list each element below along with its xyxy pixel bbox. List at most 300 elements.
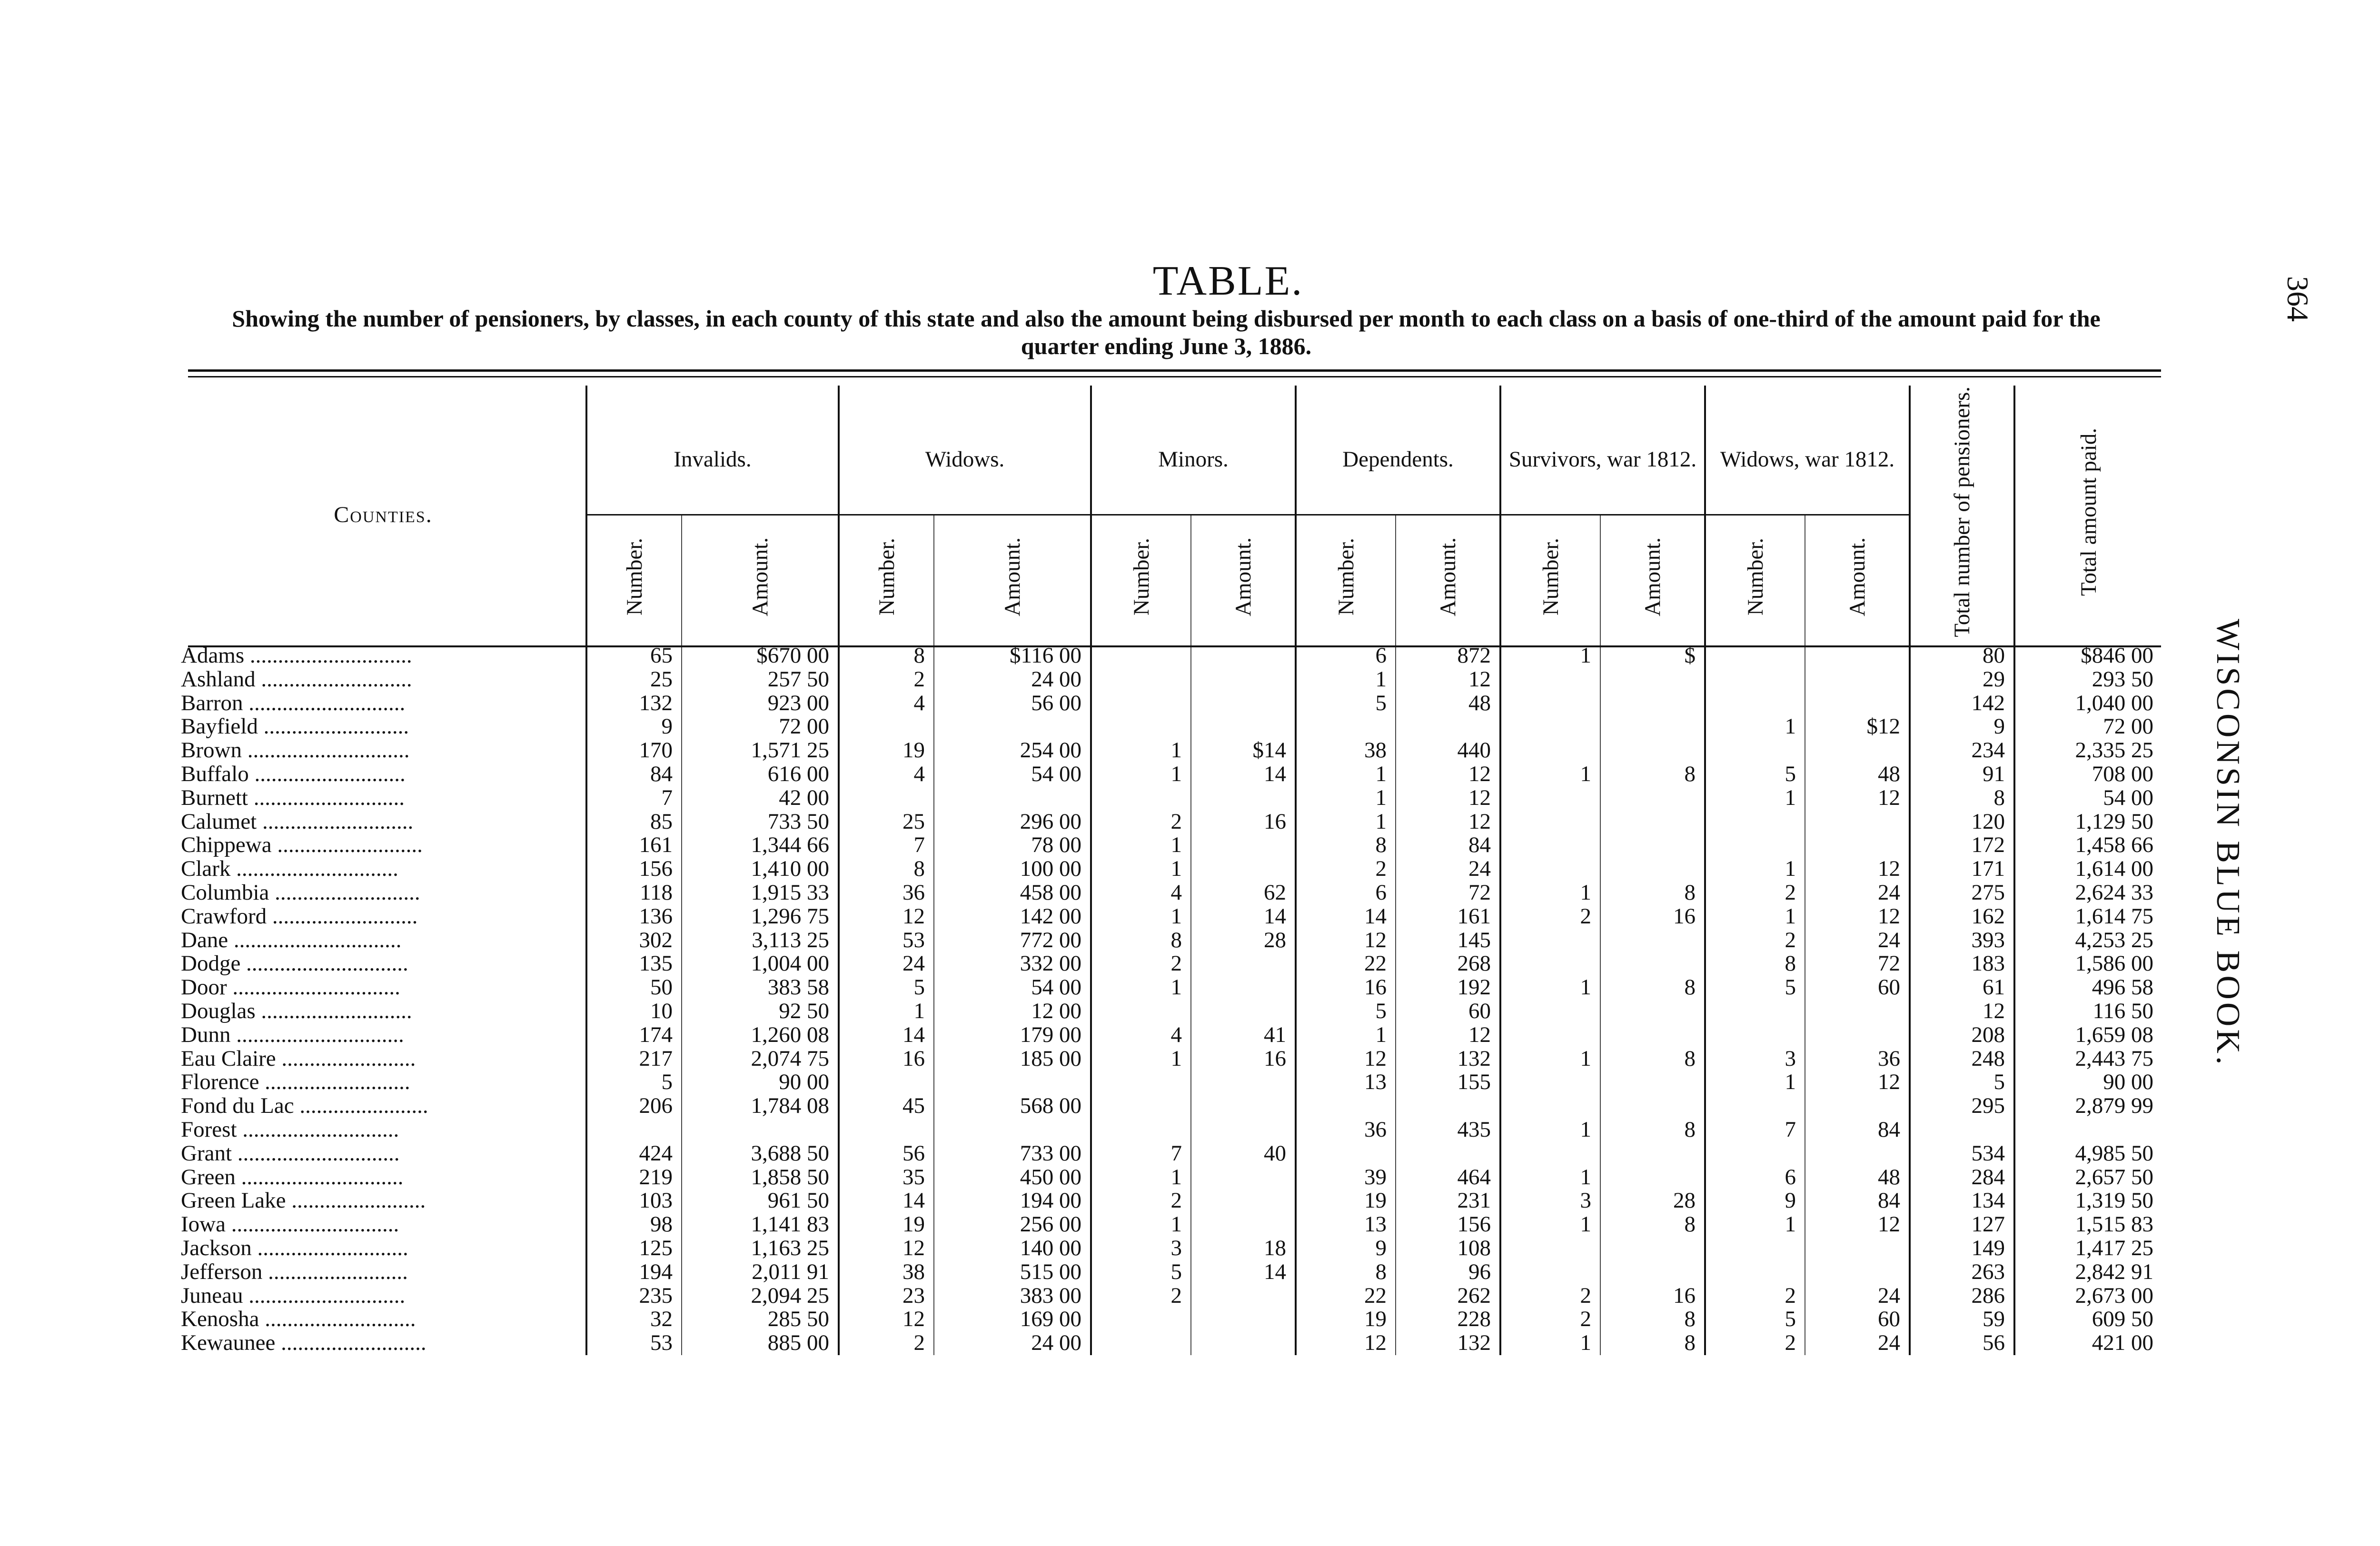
number-cell: 61 xyxy=(1910,976,2014,1000)
amount-cell: 24 00 xyxy=(934,1331,1091,1355)
top-double-rule-inner xyxy=(188,376,2161,377)
number-cell: 263 xyxy=(1910,1260,2014,1284)
number-cell: 16 xyxy=(1296,976,1396,1000)
amount-cell xyxy=(1805,1237,1910,1260)
number-cell: 2 xyxy=(839,1331,934,1355)
number-cell: 219 xyxy=(586,1166,682,1189)
number-cell xyxy=(1091,668,1191,692)
amount-cell: 92 50 xyxy=(682,1000,839,1023)
amount-cell: 156 xyxy=(1396,1213,1500,1237)
amount-cell: 192 xyxy=(1396,976,1500,1000)
number-cell: 135 xyxy=(586,952,682,976)
number-cell: 1 xyxy=(1091,739,1191,763)
county-name: Clark ............................. xyxy=(181,856,398,882)
amount-cell xyxy=(1191,1166,1296,1189)
amount-cell: $ xyxy=(1600,644,1705,668)
amount-cell: 8 xyxy=(1600,881,1705,905)
number-cell: 161 xyxy=(586,833,682,857)
total-amount-header: Total amount paid. xyxy=(2014,386,2162,644)
amount-cell: $12 xyxy=(1805,715,1910,739)
amount-cell: 2,335 25 xyxy=(2014,739,2162,763)
county-name: Adams ............................. xyxy=(181,643,412,668)
number-cell xyxy=(1500,810,1600,834)
amount-cell: 14 xyxy=(1191,763,1296,786)
number-cell xyxy=(1500,952,1600,976)
number-cell: 12 xyxy=(1910,1000,2014,1023)
number-cell: 1 xyxy=(1500,1166,1600,1189)
amount-cell: $846 00 xyxy=(2014,644,2162,668)
amount-cell: 8 xyxy=(1600,1331,1705,1355)
number-cell: 80 xyxy=(1910,644,2014,668)
amount-cell xyxy=(934,715,1091,739)
number-cell: 302 xyxy=(586,929,682,952)
table-row xyxy=(181,644,2162,668)
number-cell: 2 xyxy=(1091,1284,1191,1308)
amount-cell: 2,074 75 xyxy=(682,1047,839,1071)
number-cell xyxy=(1500,1260,1600,1284)
amount-cell: 609 50 xyxy=(2014,1308,2162,1331)
amount-cell xyxy=(1600,1166,1705,1189)
amount-cell: 84 xyxy=(1805,1118,1910,1142)
col-header-number: Number. xyxy=(839,515,934,644)
table-row xyxy=(181,786,2162,810)
amount-cell: 54 00 xyxy=(934,976,1091,1000)
amount-cell xyxy=(1191,952,1296,976)
number-cell: 1 xyxy=(1296,786,1396,810)
county-name: Forest ............................ xyxy=(181,1117,399,1142)
amount-cell: 72 xyxy=(1805,952,1910,976)
amount-cell: 496 58 xyxy=(2014,976,2162,1000)
county-name: Fond du Lac ....................... xyxy=(181,1093,428,1119)
amount-cell: 8 xyxy=(1600,1047,1705,1071)
table-row xyxy=(181,905,2162,929)
county-name: Calumet ........................... xyxy=(181,809,414,834)
amount-cell xyxy=(1396,715,1500,739)
amount-cell xyxy=(1191,976,1296,1000)
amount-cell: 8 xyxy=(1600,976,1705,1000)
amount-cell: 1,141 83 xyxy=(682,1213,839,1237)
amount-cell xyxy=(682,1118,839,1142)
county-name: Iowa .............................. xyxy=(181,1212,399,1237)
amount-cell: 923 00 xyxy=(682,692,839,715)
amount-cell: 8 xyxy=(1600,763,1705,786)
number-cell: 14 xyxy=(839,1023,934,1047)
number-cell: 13 xyxy=(1296,1213,1396,1237)
number-cell: 38 xyxy=(839,1260,934,1284)
amount-cell: 2,011 91 xyxy=(682,1260,839,1284)
number-cell: 1 xyxy=(1500,1213,1600,1237)
amount-cell xyxy=(1600,739,1705,763)
amount-cell: 24 00 xyxy=(934,668,1091,692)
amount-cell: 1,004 00 xyxy=(682,952,839,976)
number-cell: 8 xyxy=(1705,952,1805,976)
table-row xyxy=(181,739,2162,763)
col-header-amount: Amount. xyxy=(1600,515,1705,644)
amount-cell: 2,673 00 xyxy=(2014,1284,2162,1308)
number-cell xyxy=(586,1118,682,1142)
amount-cell xyxy=(1805,1260,1910,1284)
running-head: WISCONSIN BLUE BOOK. xyxy=(2210,619,2246,1068)
number-cell: 9 xyxy=(1910,715,2014,739)
amount-cell xyxy=(1600,1237,1705,1260)
number-cell: 183 xyxy=(1910,952,2014,976)
amount-cell xyxy=(1805,1023,1910,1047)
table-row xyxy=(181,810,2162,834)
number-cell: 56 xyxy=(1910,1331,2014,1355)
table-caption: Showing the number of pensioners, by classes, in each county of this state and also the amount being disbursed per month to each class on a basis of one-third of the amount paid for the quarter ending June 3, 1886. xyxy=(232,305,2101,359)
number-cell: 19 xyxy=(839,1213,934,1237)
amount-cell: 268 xyxy=(1396,952,1500,976)
number-cell: 23 xyxy=(839,1284,934,1308)
number-cell: 24 xyxy=(839,952,934,976)
county-name: Green ............................. xyxy=(181,1164,404,1189)
number-cell xyxy=(1705,1094,1805,1118)
amount-cell: 772 00 xyxy=(934,929,1091,952)
number-cell: 172 xyxy=(1910,833,2014,857)
number-cell: 2 xyxy=(1091,952,1191,976)
number-cell: 134 xyxy=(1910,1189,2014,1213)
amount-cell: 2,657 50 xyxy=(2014,1166,2162,1189)
number-cell: 7 xyxy=(1091,1142,1191,1166)
amount-cell xyxy=(1600,1023,1705,1047)
number-cell xyxy=(1091,1070,1191,1094)
number-cell xyxy=(1500,833,1600,857)
number-cell: 1 xyxy=(1091,833,1191,857)
number-cell: 8 xyxy=(1910,786,2014,810)
amount-cell: 12 xyxy=(1805,905,1910,929)
amount-cell xyxy=(1191,692,1296,715)
number-cell: 19 xyxy=(1296,1189,1396,1213)
number-cell: 1 xyxy=(1500,644,1600,668)
number-cell: 1 xyxy=(1500,976,1600,1000)
amount-cell: 8 xyxy=(1600,1118,1705,1142)
amount-cell xyxy=(1600,692,1705,715)
amount-cell: 96 xyxy=(1396,1260,1500,1284)
amount-cell: 16 xyxy=(1600,1284,1705,1308)
amount-cell: 450 00 xyxy=(934,1166,1091,1189)
table-row xyxy=(181,692,2162,715)
amount-cell: 1,129 50 xyxy=(2014,810,2162,834)
amount-cell xyxy=(1805,692,1910,715)
amount-cell xyxy=(1396,1142,1500,1166)
number-cell: 132 xyxy=(586,692,682,715)
number-cell: 2 xyxy=(1091,1189,1191,1213)
amount-cell: 18 xyxy=(1191,1237,1296,1260)
number-cell xyxy=(1500,1142,1600,1166)
table-row xyxy=(181,1000,2162,1023)
number-cell: 5 xyxy=(586,1070,682,1094)
amount-cell: $670 00 xyxy=(682,644,839,668)
amount-cell: 16 xyxy=(1600,905,1705,929)
amount-cell: 42 00 xyxy=(682,786,839,810)
amount-cell: 179 00 xyxy=(934,1023,1091,1047)
amount-cell: 72 xyxy=(1396,881,1500,905)
county-name: Burnett ........................... xyxy=(181,785,405,810)
amount-cell: 1,296 75 xyxy=(682,905,839,929)
amount-cell: 293 50 xyxy=(2014,668,2162,692)
amount-cell: 60 xyxy=(1396,1000,1500,1023)
number-cell: 9 xyxy=(1296,1237,1396,1260)
amount-cell: 100 00 xyxy=(934,857,1091,881)
amount-cell: 383 00 xyxy=(934,1284,1091,1308)
table-row xyxy=(181,1237,2162,1260)
number-cell xyxy=(1091,1118,1191,1142)
amount-cell: $14 xyxy=(1191,739,1296,763)
number-cell: 174 xyxy=(586,1023,682,1047)
number-cell: 38 xyxy=(1296,739,1396,763)
amount-cell xyxy=(1600,1070,1705,1094)
county-name: Florence .......................... xyxy=(181,1070,410,1095)
amount-cell: 1,410 00 xyxy=(682,857,839,881)
amount-cell: 14 xyxy=(1191,905,1296,929)
number-cell: 2 xyxy=(1500,1308,1600,1331)
table-row xyxy=(181,1308,2162,1331)
number-cell: 12 xyxy=(1296,929,1396,952)
number-cell: 2 xyxy=(1500,905,1600,929)
table-row xyxy=(181,929,2162,952)
amount-cell: 3,113 25 xyxy=(682,929,839,952)
number-cell: 103 xyxy=(586,1189,682,1213)
amount-cell xyxy=(1600,786,1705,810)
page-number: 364 xyxy=(2281,276,2315,322)
number-cell xyxy=(1500,739,1600,763)
number-cell: 5 xyxy=(1705,763,1805,786)
amount-cell xyxy=(1600,952,1705,976)
amount-cell: 2,879 99 xyxy=(2014,1094,2162,1118)
number-cell: 275 xyxy=(1910,881,2014,905)
number-cell xyxy=(1705,668,1805,692)
amount-cell: 24 xyxy=(1805,1284,1910,1308)
number-cell: 136 xyxy=(586,905,682,929)
number-cell xyxy=(1091,715,1191,739)
number-cell: 12 xyxy=(1296,1047,1396,1071)
number-cell: 234 xyxy=(1910,739,2014,763)
amount-cell xyxy=(2014,1118,2162,1142)
number-cell: 4 xyxy=(839,692,934,715)
number-cell: 1 xyxy=(1705,857,1805,881)
number-cell: 1 xyxy=(1296,810,1396,834)
number-cell: 56 xyxy=(839,1142,934,1166)
number-cell: 393 xyxy=(1910,929,2014,952)
number-cell: 6 xyxy=(1296,881,1396,905)
county-name: Dane .............................. xyxy=(181,927,402,952)
number-cell: 156 xyxy=(586,857,682,881)
amount-cell: 140 00 xyxy=(934,1237,1091,1260)
amount-cell xyxy=(1600,810,1705,834)
number-cell: 14 xyxy=(1296,905,1396,929)
number-cell: 149 xyxy=(1910,1237,2014,1260)
county-name: Dunn .............................. xyxy=(181,1022,404,1047)
number-cell xyxy=(1500,786,1600,810)
col-header-amount: Amount. xyxy=(934,515,1091,644)
number-cell: 9 xyxy=(586,715,682,739)
number-cell: 1 xyxy=(1500,881,1600,905)
table-row xyxy=(181,881,2162,905)
number-cell xyxy=(839,786,934,810)
amount-cell: 1,915 33 xyxy=(682,881,839,905)
number-cell xyxy=(1091,1331,1191,1355)
number-cell: 2 xyxy=(1500,1284,1600,1308)
number-cell: 12 xyxy=(839,1308,934,1331)
amount-cell: 435 xyxy=(1396,1118,1500,1142)
number-cell xyxy=(1296,1142,1396,1166)
number-cell: 3 xyxy=(1705,1047,1805,1071)
number-cell: 1 xyxy=(1500,763,1600,786)
amount-cell xyxy=(1191,1189,1296,1213)
number-cell xyxy=(1705,644,1805,668)
number-cell xyxy=(1500,1237,1600,1260)
table-row xyxy=(181,1284,2162,1308)
number-cell: 8 xyxy=(839,644,934,668)
amount-cell: 2,094 25 xyxy=(682,1284,839,1308)
number-cell: 194 xyxy=(586,1260,682,1284)
amount-cell xyxy=(1600,857,1705,881)
number-cell xyxy=(1091,644,1191,668)
amount-cell: 1,614 00 xyxy=(2014,857,2162,881)
county-name: Bayfield .......................... xyxy=(181,714,409,739)
county-name: Green Lake ........................ xyxy=(181,1188,426,1213)
number-cell: 248 xyxy=(1910,1047,2014,1071)
county-name: Grant ............................. xyxy=(181,1140,400,1166)
number-cell: 120 xyxy=(1910,810,2014,834)
number-cell: 53 xyxy=(586,1331,682,1355)
amount-cell: 1,571 25 xyxy=(682,739,839,763)
number-cell: 98 xyxy=(586,1213,682,1237)
amount-cell: 1,163 25 xyxy=(682,1237,839,1260)
number-cell xyxy=(1705,692,1805,715)
amount-cell: 961 50 xyxy=(682,1189,839,1213)
number-cell: 162 xyxy=(1910,905,2014,929)
amount-cell: 421 00 xyxy=(2014,1331,2162,1355)
amount-cell: 60 xyxy=(1805,976,1910,1000)
amount-cell: 1,417 25 xyxy=(2014,1237,2162,1260)
number-cell xyxy=(1500,857,1600,881)
number-cell xyxy=(1091,1308,1191,1331)
amount-cell: 132 xyxy=(1396,1331,1500,1355)
group-header-widows: Widows. xyxy=(839,386,1091,515)
number-cell xyxy=(1705,1142,1805,1166)
number-cell: 12 xyxy=(839,905,934,929)
number-cell: 2 xyxy=(1705,929,1805,952)
number-cell: 2 xyxy=(839,668,934,692)
amount-cell: 108 xyxy=(1396,1237,1500,1260)
amount-cell: 12 xyxy=(1396,668,1500,692)
amount-cell: 2,842 91 xyxy=(2014,1260,2162,1284)
group-header-dependents: Dependents. xyxy=(1296,386,1500,515)
number-cell: 118 xyxy=(586,881,682,905)
amount-cell: 262 xyxy=(1396,1284,1500,1308)
number-cell: 1 xyxy=(1705,905,1805,929)
amount-cell xyxy=(1600,929,1705,952)
amount-cell: 142 00 xyxy=(934,905,1091,929)
number-cell xyxy=(839,1070,934,1094)
amount-cell: 62 xyxy=(1191,881,1296,905)
number-cell: 4 xyxy=(1091,1023,1191,1047)
amount-cell: 257 50 xyxy=(682,668,839,692)
number-cell xyxy=(1500,1000,1600,1023)
col-header-number: Number. xyxy=(1705,515,1805,644)
amount-cell: 256 00 xyxy=(934,1213,1091,1237)
amount-cell xyxy=(1396,1094,1500,1118)
number-cell: 12 xyxy=(1296,1331,1396,1355)
table-row xyxy=(181,857,2162,881)
number-cell: 4 xyxy=(1091,881,1191,905)
number-cell xyxy=(1705,739,1805,763)
county-name: Juneau ............................ xyxy=(181,1283,406,1308)
number-cell: 217 xyxy=(586,1047,682,1071)
amount-cell xyxy=(1191,833,1296,857)
top-double-rule xyxy=(188,369,2161,372)
amount-cell: 56 00 xyxy=(934,692,1091,715)
amount-cell: 72 00 xyxy=(2014,715,2162,739)
number-cell: 19 xyxy=(1296,1308,1396,1331)
table-row xyxy=(181,1166,2162,1189)
counties-header: Counties. xyxy=(334,502,433,527)
number-cell: 1 xyxy=(1500,1118,1600,1142)
number-cell: 295 xyxy=(1910,1094,2014,1118)
number-cell: 22 xyxy=(1296,952,1396,976)
amount-cell: 14 xyxy=(1191,1260,1296,1284)
county-name: Chippewa .......................... xyxy=(181,832,423,858)
county-name: Jefferson ......................... xyxy=(181,1259,408,1284)
county-name: Kenosha ........................... xyxy=(181,1307,416,1332)
amount-cell xyxy=(1600,715,1705,739)
amount-cell: 12 xyxy=(1396,786,1500,810)
table-row xyxy=(181,715,2162,739)
amount-cell: 145 xyxy=(1396,929,1500,952)
county-name: Door .............................. xyxy=(181,975,400,1000)
amount-cell: 3,688 50 xyxy=(682,1142,839,1166)
number-cell: 1 xyxy=(1705,715,1805,739)
amount-cell: 48 xyxy=(1396,692,1500,715)
amount-cell: 161 xyxy=(1396,905,1500,929)
col-header-amount: Amount. xyxy=(1805,515,1910,644)
number-cell: 25 xyxy=(586,668,682,692)
amount-cell: 54 00 xyxy=(934,763,1091,786)
number-cell xyxy=(1705,833,1805,857)
number-cell: 22 xyxy=(1296,1284,1396,1308)
number-cell: 36 xyxy=(839,881,934,905)
amount-cell: 1,040 00 xyxy=(2014,692,2162,715)
number-cell: 2 xyxy=(1091,810,1191,834)
amount-cell: 228 xyxy=(1396,1308,1500,1331)
amount-cell: 285 50 xyxy=(682,1308,839,1331)
number-cell: 65 xyxy=(586,644,682,668)
table-row xyxy=(181,1213,2162,1237)
amount-cell: 458 00 xyxy=(934,881,1091,905)
county-name: Brown ............................. xyxy=(181,738,410,763)
table-row xyxy=(181,1094,2162,1118)
amount-cell: 90 00 xyxy=(2014,1070,2162,1094)
amount-cell: 12 xyxy=(1396,1023,1500,1047)
number-cell: 3 xyxy=(1500,1189,1600,1213)
amount-cell: 1,260 08 xyxy=(682,1023,839,1047)
amount-cell xyxy=(1191,1308,1296,1331)
amount-cell: 155 xyxy=(1396,1070,1500,1094)
amount-cell xyxy=(1805,1000,1910,1023)
number-cell: 5 xyxy=(1296,692,1396,715)
number-cell: 1 xyxy=(1296,668,1396,692)
number-cell: 50 xyxy=(586,976,682,1000)
amount-cell: 116 50 xyxy=(2014,1000,2162,1023)
number-cell: 1 xyxy=(1091,1047,1191,1071)
amount-cell: 84 xyxy=(1396,833,1500,857)
number-cell xyxy=(1705,1000,1805,1023)
amount-cell xyxy=(1191,1213,1296,1237)
amount-cell: 616 00 xyxy=(682,763,839,786)
number-cell: 1 xyxy=(1500,1047,1600,1071)
number-cell: 5 xyxy=(1705,1308,1805,1331)
